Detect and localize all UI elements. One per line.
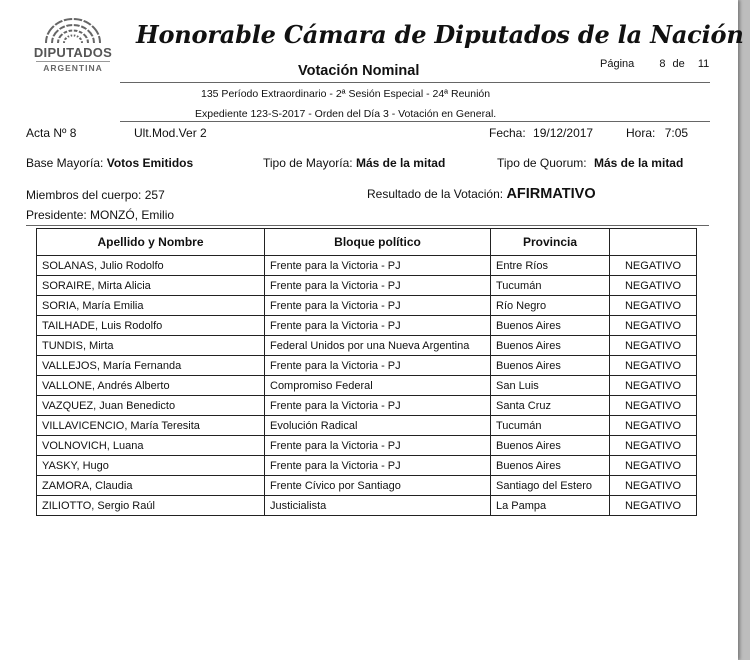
tipo-mayoria-label: Tipo de Mayoría: (263, 156, 353, 170)
cell-bloque: Frente para la Victoria - PJ (265, 396, 491, 416)
chamber-logo (28, 18, 118, 80)
fecha (489, 126, 593, 140)
hora-label: Hora: (626, 126, 656, 140)
cell-bloque: Frente para la Victoria - PJ (265, 436, 491, 456)
cell-voto: NEGATIVO (610, 396, 697, 416)
cell-nombre: VILLAVICENCIO, María Teresita (37, 416, 265, 436)
tipo-mayoria (263, 156, 445, 170)
table-row (37, 416, 697, 436)
presidente (26, 208, 174, 222)
cell-voto: NEGATIVO (610, 336, 697, 356)
table-row (37, 316, 697, 336)
acta-label: Acta Nº (26, 126, 67, 140)
cell-nombre: SORIA, María Emilia (37, 296, 265, 316)
cell-nombre: SOLANAS, Julio Rodolfo (37, 256, 265, 276)
vote-table (36, 228, 697, 516)
base-mayoria-label: Base Mayoría: (26, 156, 104, 170)
page-total: 11 (697, 58, 710, 70)
cell-provincia: Buenos Aires (491, 456, 610, 476)
subheader-divider (120, 121, 710, 122)
table-row (37, 496, 697, 516)
resultado-votacion (367, 186, 596, 202)
cell-nombre: VALLONE, Andrés Alberto (37, 376, 265, 396)
cell-voto: NEGATIVO (610, 296, 697, 316)
cell-bloque: Frente para la Victoria - PJ (265, 316, 491, 336)
cell-bloque: Frente para la Victoria - PJ (265, 276, 491, 296)
cell-voto: NEGATIVO (610, 436, 697, 456)
session-info: 135 Período Extraordinario - 2ª Sesión Especial - 24ª Reunión (201, 88, 491, 100)
acta-number (26, 126, 76, 140)
cell-provincia: Buenos Aires (491, 336, 610, 356)
cell-nombre: VAZQUEZ, Juan Benedicto (37, 396, 265, 416)
cell-provincia: La Pampa (491, 496, 610, 516)
cell-bloque: Frente Cívico por Santiago (265, 476, 491, 496)
cell-bloque: Evolución Radical (265, 416, 491, 436)
cell-bloque: Frente para la Victoria - PJ (265, 356, 491, 376)
cell-provincia: San Luis (491, 376, 610, 396)
cell-bloque: Frente para la Victoria - PJ (265, 296, 491, 316)
cell-provincia: Buenos Aires (491, 356, 610, 376)
table-row (37, 296, 697, 316)
cell-nombre: ZAMORA, Claudia (37, 476, 265, 496)
cell-provincia: Buenos Aires (491, 316, 610, 336)
cell-bloque: Justicialista (265, 496, 491, 516)
cell-bloque: Frente para la Victoria - PJ (265, 456, 491, 476)
header-voto (610, 229, 697, 256)
fecha-label: Fecha: (489, 126, 526, 140)
cell-nombre: VOLNOVICH, Luana (37, 436, 265, 456)
base-mayoria (26, 156, 193, 170)
miembros-label: Miembros del cuerpo: (26, 188, 142, 202)
cell-nombre: ZILIOTTO, Sergio Raúl (37, 496, 265, 516)
chamber-name: Honorable Cámara de Diputados de la Nación (136, 20, 744, 49)
document-title: Votación Nominal (298, 63, 420, 79)
table-row (37, 336, 697, 356)
table-row (37, 396, 697, 416)
table-top-divider (26, 225, 709, 226)
resultado-value: AFIRMATIVO (506, 186, 596, 202)
cell-voto: NEGATIVO (610, 416, 697, 436)
expediente-info: Expediente 123-S-2017 - Orden del Día 3 - Votación en General. (195, 108, 497, 120)
table-row (37, 476, 697, 496)
presidente-value: MONZÓ, Emilio (90, 208, 175, 222)
cell-bloque: Frente para la Victoria - PJ (265, 256, 491, 276)
resultado-label: Resultado de la Votación: (367, 187, 504, 201)
table-row (37, 356, 697, 376)
cell-provincia: Entre Ríos (491, 256, 610, 276)
cell-provincia: Río Negro (491, 296, 610, 316)
table-row (37, 376, 697, 396)
table-row (37, 436, 697, 456)
page-of: de (672, 58, 685, 70)
fecha-value: 19/12/2017 (533, 126, 594, 140)
cell-voto: NEGATIVO (610, 476, 697, 496)
table-row (37, 276, 697, 296)
hemicycle-icon (42, 18, 104, 44)
presidente-label: Presidente: (26, 208, 87, 222)
cell-nombre: SORAIRE, Mirta Alicia (37, 276, 265, 296)
page-indicator (600, 58, 709, 70)
cell-voto: NEGATIVO (610, 496, 697, 516)
cell-voto: NEGATIVO (610, 276, 697, 296)
cell-provincia: Tucumán (491, 416, 610, 436)
miembros-value: 257 (144, 188, 165, 202)
header-divider (120, 82, 710, 83)
header-bloque-politico: Bloque político (265, 229, 491, 256)
acta-value: 8 (69, 126, 77, 140)
hora (626, 126, 688, 140)
tipo-quorum (497, 156, 683, 170)
version-info: Ult.Mod.Ver 2 (134, 126, 207, 140)
cell-provincia: Santa Cruz (491, 396, 610, 416)
base-mayoria-value: Votos Emitidos (106, 156, 194, 170)
table-row (37, 456, 697, 476)
cell-nombre: YASKY, Hugo (37, 456, 265, 476)
hora-value: 7:05 (664, 126, 689, 140)
cell-nombre: TUNDIS, Mirta (37, 336, 265, 356)
cell-voto: NEGATIVO (610, 456, 697, 476)
cell-voto: NEGATIVO (610, 256, 697, 276)
cell-nombre: VALLEJOS, María Fernanda (37, 356, 265, 376)
cell-provincia: Santiago del Estero (491, 476, 610, 496)
tipo-quorum-label: Tipo de Quorum: (497, 156, 587, 170)
logo-text-argentina: ARGENTINA (36, 61, 110, 73)
cell-bloque: Compromiso Federal (265, 376, 491, 396)
cell-bloque: Federal Unidos por una Nueva Argentina (265, 336, 491, 356)
cell-nombre: TAILHADE, Luis Rodolfo (37, 316, 265, 336)
header-apellido-nombre: Apellido y Nombre (37, 229, 265, 256)
miembros-cuerpo (26, 188, 165, 202)
cell-voto: NEGATIVO (610, 376, 697, 396)
cell-voto: NEGATIVO (610, 356, 697, 376)
tipo-quorum-value: Más de la mitad (593, 156, 684, 170)
cell-provincia: Buenos Aires (491, 436, 610, 456)
page-current: 8 (659, 58, 666, 70)
cell-voto: NEGATIVO (610, 316, 697, 336)
cell-provincia: Tucumán (491, 276, 610, 296)
table-header-row (37, 229, 697, 256)
logo-text-diputados: DIPUTADOS (33, 45, 113, 60)
header-provincia: Provincia (491, 229, 610, 256)
tipo-mayoria-value: Más de la mitad (355, 156, 446, 170)
table-row (37, 256, 697, 276)
page-label: Página (600, 58, 635, 70)
